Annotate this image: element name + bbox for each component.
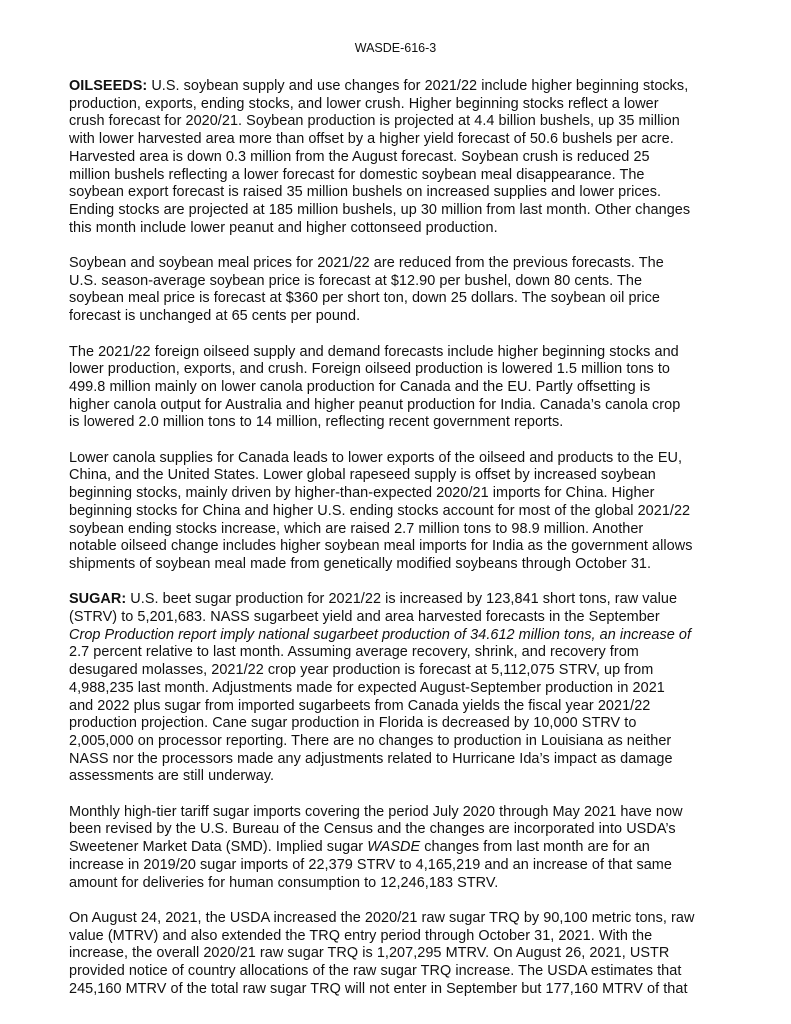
text-line [69, 751, 729, 769]
line-text: provided notice of country allocations of the raw sugar TRQ increase. The USDA estimates that [69, 963, 682, 980]
text-line [69, 733, 729, 751]
line-text: value (MTRV) and also extended the TRQ entry period through October 31, 2021. With the [69, 927, 653, 944]
text-line [69, 715, 729, 733]
line-text: Harvested area is down 0.3 million from the August forecast. Soybean crush is reduced 25 [69, 148, 650, 165]
text-line [69, 78, 729, 96]
text-line [69, 344, 729, 362]
text-line [69, 521, 729, 539]
text-line [69, 609, 729, 627]
line-text: production, exports, ending stocks, and lower crush. Higher beginning stocks reflect a lower [69, 95, 659, 112]
line-text: changes from last month are for an [420, 839, 650, 856]
text-line [69, 167, 729, 185]
line-text: 245,160 MTRV of the total raw sugar TRQ will not enter in September but 177,160 MTRV of that [69, 980, 688, 997]
line-text: 2.7 percent relative to last month. Assuming average recovery, shrink, and recovery from [69, 644, 639, 661]
paragraph [69, 78, 729, 237]
line-text: On August 24, 2021, the USDA increased the 2020/21 raw sugar TRQ by 90,100 metric tons, raw [69, 909, 695, 926]
text-line [69, 680, 729, 698]
text-line [69, 361, 729, 379]
line-text: and 2022 plus sugar from imported sugarbeets from Canada yields the fiscal year 2021/22 [69, 697, 651, 714]
line-text: (STRV) to 5,201,683. NASS sugarbeet yield and area harvested forecasts in the September [69, 609, 660, 626]
report-body [69, 78, 729, 1016]
text-line [69, 450, 729, 468]
line-text: U.S. soybean supply and use changes for 2021/22 include higher beginning stocks, [147, 78, 689, 94]
text-line [69, 96, 729, 114]
line-text: Ending stocks are projected at 185 million bushels, up 30 million from last month. Other changes [69, 201, 691, 218]
text-line [69, 804, 729, 822]
line-text: assessments are still underway. [69, 768, 275, 785]
line-text: amount for deliveries for human consumption to 12,246,183 STRV. [69, 874, 499, 891]
line-text: soybean ending stocks increase, which are raised 2.7 million tons to 98.9 million. Another [69, 520, 644, 537]
text-line [69, 290, 729, 308]
line-text: U.S. season-average soybean price is forecast at $12.90 per bushel, down 80 cents. The [69, 272, 643, 289]
text-line [69, 220, 729, 238]
line-text: The 2021/22 foreign oilseed supply and demand forecasts include higher beginning stocks and [69, 343, 679, 360]
text-line [69, 821, 729, 839]
line-text: higher canola output for Australia and higher peanut production for India. Canada’s canola crop [69, 396, 681, 413]
text-line [69, 662, 729, 680]
line-text: shipments of soybean meal made from genetically modified soybeans through October 31. [69, 555, 652, 572]
text-line [69, 113, 729, 131]
text-line [69, 467, 729, 485]
line-text: is lowered 2.0 million tons to 14 million, reflecting recent government reports. [69, 414, 564, 431]
line-text: lower production, exports, and crush. Foreign oilseed production is lowered 1.5 million tons to [69, 361, 671, 378]
text-line [69, 308, 729, 326]
text-line [69, 981, 729, 999]
line-text: desugared molasses, 2021/22 crop year production is forecast at 5,112,075 STRV, up from [69, 662, 654, 679]
text-line [69, 273, 729, 291]
line-text: NASS nor the processors made any adjustments related to Hurricane Ida’s impact as damage [69, 750, 673, 767]
line-text: production projection. Cane sugar production in Florida is decreased by 10,000 STRV to [69, 715, 637, 732]
page-header: WASDE-616-3 [354, 41, 437, 55]
line-text: U.S. beet sugar production for 2021/22 is increased by 123,841 short tons, raw value [126, 591, 678, 608]
italic-title: report imply national sugarbeet production of 34.612 million tons, an increase of [174, 626, 692, 643]
text-line [69, 485, 729, 503]
line-text: been revised by the U.S. Bureau of the Census and the changes are incorporated into USDA’s [69, 821, 676, 838]
italic-title: Crop Production [69, 626, 175, 643]
text-line [69, 414, 729, 432]
line-text: Monthly high-tier tariff sugar imports covering the period July 2020 through May 2021 have now [69, 803, 683, 820]
line-text: soybean export forecast is raised 35 million bushels on increased supplies and lower prices. [69, 184, 662, 201]
paragraph [69, 344, 729, 433]
line-text: 499.8 million mainly on lower canola production for Canada and the EU. Partly offsetting is [69, 378, 651, 395]
text-line [69, 556, 729, 574]
line-text: this month include lower peanut and higher cottonseed production. [69, 219, 498, 236]
line-text: 2,005,000 on processor reporting. There are no changes to production in Louisiana as neither [69, 732, 672, 749]
paragraph [69, 450, 729, 574]
line-text: beginning stocks, mainly driven by higher-than-expected 2020/21 imports for China. Higher [69, 485, 655, 502]
text-line [69, 202, 729, 220]
line-text: beginning stocks for China and higher U.S. ending stocks account for most of the global 2021/22 [69, 502, 691, 519]
line-text: crush forecast for 2020/21. Soybean production is projected at 4.4 billion bushels, up 35 million [69, 113, 680, 130]
section-heading: OILSEEDS: [69, 78, 148, 94]
line-text: forecast is unchanged at 65 cents per pound. [69, 308, 361, 325]
text-line [69, 910, 729, 928]
text-line [69, 538, 729, 556]
line-text: increase in 2019/20 sugar imports of 22,379 STRV to 4,165,219 and an increase of that same [69, 856, 672, 873]
line-text: with lower harvested area more than offset by a higher yield forecast of 50.6 bushels per acre. [69, 131, 674, 148]
paragraph [69, 255, 729, 326]
text-line [69, 255, 729, 273]
text-line [69, 839, 729, 857]
text-line [69, 857, 729, 875]
text-line [69, 963, 729, 981]
text-line [69, 503, 729, 521]
text-line [69, 379, 729, 397]
paragraph [69, 804, 729, 893]
text-line [69, 644, 729, 662]
paragraph [69, 591, 729, 786]
text-line [69, 184, 729, 202]
section-heading: SUGAR: [69, 591, 127, 608]
line-text: 4,988,235 last month. Adjustments made for expected August-September production in 2021 [69, 679, 665, 696]
text-line [69, 627, 729, 645]
text-line [69, 698, 729, 716]
text-line [69, 591, 729, 609]
line-text: Sweetener Market Data (SMD). Implied sugar [69, 839, 368, 856]
line-text: China, and the United States. Lower global rapeseed supply is offset by increased soybean [69, 467, 656, 484]
text-line [69, 875, 729, 893]
line-text: notable oilseed change includes higher soybean meal imports for India as the government allows [69, 538, 693, 555]
line-text: Lower canola supplies for Canada leads to lower exports of the oilseed and products to the EU, [69, 449, 683, 466]
line-text: soybean meal price is forecast at $360 per short ton, down 25 dollars. The soybean oil price [69, 290, 660, 307]
line-text: million bushels reflecting a lower forecast for domestic soybean meal disappearance. The [69, 166, 645, 183]
line-text: Soybean and soybean meal prices for 2021/22 are reduced from the previous forecasts. The [69, 255, 664, 272]
italic-title: WASDE [367, 839, 421, 856]
line-text: increase, the overall 2020/21 raw sugar TRQ is 1,207,295 MTRV. On August 26, 2021, USTR [69, 945, 670, 962]
text-line [69, 768, 729, 786]
text-line [69, 149, 729, 167]
text-line [69, 945, 729, 963]
text-line [69, 131, 729, 149]
paragraph [69, 910, 729, 999]
text-line [69, 928, 729, 946]
text-line [69, 397, 729, 415]
